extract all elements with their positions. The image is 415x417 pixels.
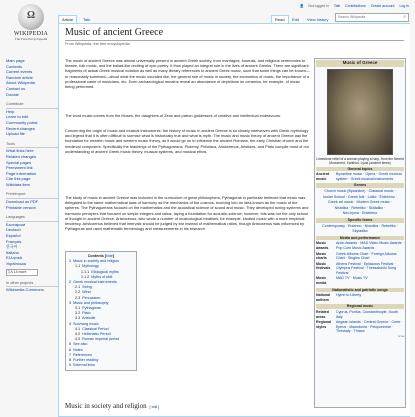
infobox-row [316,276,404,285]
specific-line[interactable]: Skyladiko [352,229,368,234]
toc-item-number: 2.3 [75,295,81,300]
toc-title-text: Contents [87,254,104,258]
sidebar-item-what-links-here[interactable]: What links here [6,148,34,154]
sidebar-item-cite-page[interactable]: Cite this page [6,176,31,182]
page-tabs [58,12,409,23]
row-value[interactable]: Byzantine music · Opera · Greek musical system · Greek musical instruments [336,172,402,181]
row-key: Ancient music [316,172,330,181]
sidebar-heading-languages: Languages [6,215,58,222]
tab-view-history[interactable]: View history [304,16,332,23]
infobox-genres-header: Genres [316,183,404,188]
row-key: Music charts [316,251,327,261]
article-content [58,23,410,417]
row-value[interactable]: MAD TV · Music TV [336,276,368,281]
toc-item-number: 7 [69,352,72,357]
language-more-button[interactable] [6,269,38,276]
tab-read[interactable]: Read [271,15,289,23]
sidebar-heading-projects: In other projects [6,281,58,288]
login-link[interactable]: Log in [399,4,409,8]
sidebar-heading-tools: Tools [6,142,58,149]
sidebar-item-help[interactable]: Help [6,108,15,114]
sidebar-item-upload-file[interactable]: Upload file [6,131,25,137]
sidebar-item-community-portal[interactable]: Community portal [6,119,38,125]
row-value[interactable]: Cyprus, Pontus, Constantinople, South Italy [336,310,398,319]
infobox [314,58,406,408]
sidebar-item-related-changes[interactable]: Related changes [6,153,37,159]
translate-icon: 文A [7,269,14,274]
toc-title: Contents [hide] [87,254,115,258]
sidebar-item-special-pages[interactable]: Special pages [6,159,32,165]
infobox-caption: Limestone relief of a woman playing a harp, from the Nereid Monument, Xanthos, Lycia (ancient times) [316,156,404,165]
sidebar-item-donate[interactable]: Donate [6,91,19,97]
genre-line[interactable]: Church music (Byzantine) · Classical music · [324,188,396,193]
sidebar-item-page-information[interactable]: Page information [6,170,37,176]
toc-item-label: Greek musical instruments [73,280,117,285]
toc-item-number: 3 [69,300,72,305]
paragraph-philosophy: The study of music in ancient Greece was included in the curriculum of great philosophers, Pythagoras in particular believed that music was delegated to the same mathematical laws of harmony as the mechanics of the cosmos, evolving into an idea known as the music of the spheres. The Pythagoreans focused on the mathematics and the acoustical science of sound and music. They developed tuning systems and harmonic principles that focused on simple integers and ratios, laying a foundation for acoustic science; however, this was not the only school of thought in ancient Greece. Aristoxenus, who wrote a number of musicological treatises, for example, studied music with a more empirical tendency. Aristoxenus believed that intervals should be judged by ear instead of mathematical ratios, though Aristoxenus was influenced by Pythagoras and used mathematic terminology and measurements in his research [65,195,309,232]
infobox-row [316,293,404,302]
page-title: Music of ancient Greece [65,27,164,38]
toc-item-number: 1.1 [75,264,81,269]
infobox-row [316,252,404,261]
contributions-link[interactable]: Contributions [345,4,366,8]
row-key: Regional styles [316,320,332,329]
relief-image[interactable] [327,69,393,155]
sidebar-heading-print: Print/export [6,192,58,199]
genre-line[interactable]: Greek art music · Modern Greek music · [327,200,393,205]
toc-item-number: 2 [69,280,72,285]
infobox-regional-header: Regional music [316,304,404,309]
sidebar-item-about[interactable]: About Wikipedia [6,80,35,86]
toc-item-label: Surviving music [73,321,99,326]
sidebar-item-contents[interactable]: Contents [6,63,23,69]
toc-item-number: 3.2 [75,311,81,316]
sidebar-item-learn-edit[interactable]: Learn to edit [6,114,29,120]
row-value[interactable]: Hymn to Liberty [336,293,362,298]
row-key: Music awards [316,241,329,250]
row-key: Music festivals [316,261,331,271]
toc-item-number: 4.1 [75,326,81,331]
sidebar-lang-ko[interactable]: 한국어 [6,244,18,250]
sidebar-heading-contribute: Contribute [6,102,58,109]
sidebar-item-recent-changes[interactable]: Recent changes [6,125,35,131]
search-icon[interactable]: ⌕ [403,14,406,20]
toc-item-label: Plato [82,311,91,316]
title-divider [65,40,404,41]
row-value[interactable]: Aegean Islands · Central Greece · Crete · Epirus · Macedonia · Peloponnese · Thessaly · Thrace [336,320,403,334]
row-key: National anthem [316,293,331,302]
toc-item-label: Notes [73,347,83,352]
sidebar-lang-uk[interactable]: Українська [6,261,27,266]
toc-item-label: Aristotle [82,316,96,321]
infobox-specific-header: Specific forms [316,218,404,223]
toc-item-label: Etiological myths [91,269,119,274]
sidebar-item-contact[interactable]: Contact us [6,85,26,91]
toc-item-number: 6 [69,347,72,352]
toc-item-label: See also [73,342,88,347]
genre-line[interactable]: Nisiótika · Rebetiko · Skiládiko · [334,205,386,210]
paragraph-origin: Concerning the origin of music and musical instruments: the history of music in ancient Greece is so closely interwoven with Greek mythology and legend that it is often difficult to surmise what is historically true and what is myth. The music and music theory of ancient Greece laid the foundation for western music and western music theory, as it would go on to influence the ancient Romans, the early Christian church and the medieval composers. Specifically the teachings of the Pythagoreans, Ptolemy, Philolaus, Aristoxenus, Aristides, and Plato compile most of our understanding of ancient Greek music theory, musical systems, and musical ethos. [65,128,310,154]
create-account-link[interactable]: Create account [370,4,395,8]
infobox-row [316,320,404,334]
sidebar-item-main-page[interactable]: Main page [6,58,25,63]
toc-item-label: Myths of skill [91,274,113,279]
row-key: Related areas [316,310,329,319]
section-heading [65,402,159,410]
toc-item-number: 8 [69,358,72,363]
infobox-media-header: Media and performance [316,236,404,241]
toc-item-number: 4 [69,321,72,326]
logo-wordmark: WIKIPEDIA [13,31,49,37]
sidebar-item-commons[interactable]: Wikimedia Commons [6,287,44,293]
tab-article[interactable]: Article [58,15,77,23]
toc-item-number: 4.2 [75,332,81,337]
toc-item-label: Further reading [73,358,99,363]
toc-item-number: 3.3 [75,316,81,321]
paragraph-muses: The word music comes from the Muses, the daughters of Zeus and patron goddesses of creative and intellectual endeavours. [65,113,282,118]
toc-item-number: 5 [69,342,72,347]
vte-links[interactable]: v t e [398,334,404,338]
infobox-row [316,262,404,276]
search-placeholder: Search Wikipedia [338,15,366,19]
section-edit-link[interactable]: [ edit ] [149,405,160,409]
sidebar-item-random-article[interactable]: Random article [6,74,33,80]
talk-link[interactable]: Talk [333,4,341,8]
tab-talk[interactable]: Talk [80,16,93,23]
globe-icon [18,4,44,30]
not-logged-in: Not logged in [308,4,329,8]
personal-links [296,4,409,8]
search-input[interactable] [335,13,409,22]
section-heading-text: Music in society and religion [65,402,147,410]
toc-item-label: String [82,285,92,290]
sidebar-lang-it[interactable]: Italiano [6,249,19,255]
toc-item-number: 1.1.2 [81,274,90,279]
logo-tagline: The Free Encyclopedia [14,37,48,41]
toc-item[interactable] [69,363,133,368]
toc-item-label: Music and philosophy [73,300,109,305]
genre-line[interactable]: Neo kyma · Éntekhno [342,211,378,216]
infobox-row [316,241,404,250]
toc-item-number: 1 [69,259,72,264]
sidebar-lang-el[interactable]: Ελληνικά [6,255,23,261]
toc-item-label: Percussion [82,295,101,300]
row-value[interactable]: Greek Albums Chart · Foreign Albums Chart · Singles Chart [336,251,397,261]
infobox-general-header: General topics [316,167,404,172]
toc-item-number: 4.3 [75,337,81,342]
language-more-label: 14 more [13,269,27,274]
sidebar-item-current-events[interactable]: Current events [6,69,33,75]
toc-hide-link[interactable]: hide [106,254,113,258]
toc-item-number: 2.2 [75,290,81,295]
infobox-row [316,172,404,181]
row-key: Music media [316,276,327,286]
sidebar-item-download-pdf[interactable]: Download as PDF [6,199,39,205]
sidebar-lang-fr[interactable]: Français [6,238,22,244]
from-wikipedia: From Wikipedia, the free encyclopedia [65,42,130,46]
paragraph-intro: The music of ancient Greece was almost universally present in ancient Greek society, from marriages, funerals, and religious ceremonies to theatre, folk music, and the ballad-like reciting of epic poetry. It thus played an integral role in the lives of ancient Greeks. There are significant fragments of actual Greek musical notation as well as many literary references to ancient Greek music, such that some things can be known—or reasonably surmised—about what the music sounded like, the general role of music in society, the economics of music, the importance of a professional caste of musicians, etc. Even archaeological remains reveal an abundance of depictions on ceramics, for example, of music being performed. [65,58,310,90]
toc-item-label: External links [73,363,95,368]
toc-item-label: Hellenistic Period [82,332,111,337]
toc-item-label: Wind [82,290,91,295]
toc-item-number: 3.1 [75,306,81,311]
toc-item-number: 1.1.1 [81,269,90,274]
genre-line[interactable]: Ionian School · Greek folk · Laïkó · Éntekhno · [323,194,397,199]
sidebar-item-permanent-link[interactable]: Permanent link [6,165,33,171]
toc-item-label: References [73,352,92,357]
row-value[interactable]: Athens Festival · Epidaurus Festival · Olympus Festival · Thessaloniki Song Festival [336,261,397,275]
toc-item-number: 9 [69,363,72,368]
toc-item-number: 2.1 [75,285,81,290]
sidebar-lang-es[interactable]: Español [6,233,21,239]
sidebar-lang-de[interactable]: Deutsch [6,227,21,233]
tab-edit[interactable]: Edit [289,16,302,23]
infobox-row [316,310,404,319]
toc-item-label: Pythagoras [82,306,101,311]
sidebar-item-printable[interactable]: Printable version [6,204,36,210]
user-icon: 👤 [299,4,305,8]
infobox-title[interactable]: Music of Greece [316,60,404,67]
sidebar-lang-bg[interactable]: Български [6,221,26,227]
sidebar [6,58,58,293]
wikipedia-logo[interactable] [6,4,56,41]
toc-item-label: Mythology [82,264,99,269]
sidebar-item-wikidata[interactable]: Wikidata item [6,181,31,187]
toc-item-label: Roman imperial period [82,337,120,342]
logo-glyph: Ω [27,10,36,21]
toc-item-label: Music in society and religion [73,259,120,264]
specific-line[interactable]: Contemporary · Entehno · Nisiotika · Rebetiko · [322,223,398,228]
infobox-national-header: Nationalistic and patriotic songs [316,288,404,293]
toc-item-label: Classical Period [82,326,109,331]
table-of-contents [65,251,137,371]
row-value[interactable]: Arion Awards · MAD Video Music Awards · Pop Corn Music Awards [336,241,404,250]
